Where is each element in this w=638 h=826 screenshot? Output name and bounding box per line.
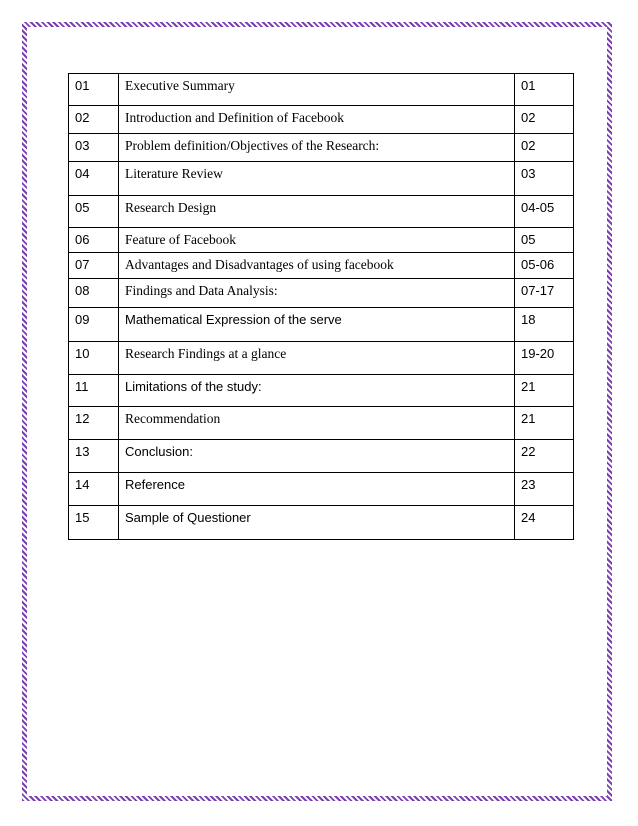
row-page: 05-06 xyxy=(515,253,574,279)
row-title: Research Design xyxy=(119,196,515,228)
table-row xyxy=(69,308,574,342)
row-title: Feature of Facebook xyxy=(119,228,515,253)
table-row xyxy=(69,228,574,253)
row-page: 01 xyxy=(515,74,574,106)
row-page: 23 xyxy=(515,473,574,506)
row-number: 15 xyxy=(69,506,119,540)
row-number: 09 xyxy=(69,308,119,342)
table-row xyxy=(69,473,574,506)
row-number: 14 xyxy=(69,473,119,506)
row-page: 19-20 xyxy=(515,342,574,375)
table-row xyxy=(69,253,574,279)
row-title: Research Findings at a glance xyxy=(119,342,515,375)
table-row xyxy=(69,506,574,540)
row-title: Advantages and Disadvantages of using facebook xyxy=(119,253,515,279)
table-row xyxy=(69,407,574,440)
row-title: Findings and Data Analysis: xyxy=(119,279,515,308)
table-row xyxy=(69,196,574,228)
row-title: Limitations of the study: xyxy=(119,375,515,407)
row-number: 06 xyxy=(69,228,119,253)
row-page: 04-05 xyxy=(515,196,574,228)
row-page: 24 xyxy=(515,506,574,540)
row-title: Executive Summary xyxy=(119,74,515,106)
row-number: 02 xyxy=(69,106,119,134)
table-row xyxy=(69,106,574,134)
row-number: 13 xyxy=(69,440,119,473)
row-page: 18 xyxy=(515,308,574,342)
row-title: Mathematical Expression of the serve xyxy=(119,308,515,342)
row-title: Reference xyxy=(119,473,515,506)
row-page: 03 xyxy=(515,162,574,196)
table-of-contents xyxy=(68,73,574,540)
table-row xyxy=(69,279,574,308)
row-page: 21 xyxy=(515,375,574,407)
row-number: 04 xyxy=(69,162,119,196)
row-title: Problem definition/Objectives of the Research: xyxy=(119,134,515,162)
row-number: 11 xyxy=(69,375,119,407)
row-page: 02 xyxy=(515,134,574,162)
table-row xyxy=(69,162,574,196)
row-title: Sample of Questioner xyxy=(119,506,515,540)
row-page: 22 xyxy=(515,440,574,473)
row-number: 10 xyxy=(69,342,119,375)
row-number: 07 xyxy=(69,253,119,279)
table-row xyxy=(69,134,574,162)
table-row xyxy=(69,342,574,375)
row-title: Literature Review xyxy=(119,162,515,196)
table-row xyxy=(69,440,574,473)
row-page: 21 xyxy=(515,407,574,440)
row-number: 12 xyxy=(69,407,119,440)
row-number: 08 xyxy=(69,279,119,308)
row-title: Recommendation xyxy=(119,407,515,440)
row-page: 02 xyxy=(515,106,574,134)
row-title: Introduction and Definition of Facebook xyxy=(119,106,515,134)
row-number: 01 xyxy=(69,74,119,106)
row-page: 05 xyxy=(515,228,574,253)
table-row xyxy=(69,74,574,106)
table-row xyxy=(69,375,574,407)
row-number: 03 xyxy=(69,134,119,162)
row-page: 07-17 xyxy=(515,279,574,308)
row-title: Conclusion: xyxy=(119,440,515,473)
row-number: 05 xyxy=(69,196,119,228)
